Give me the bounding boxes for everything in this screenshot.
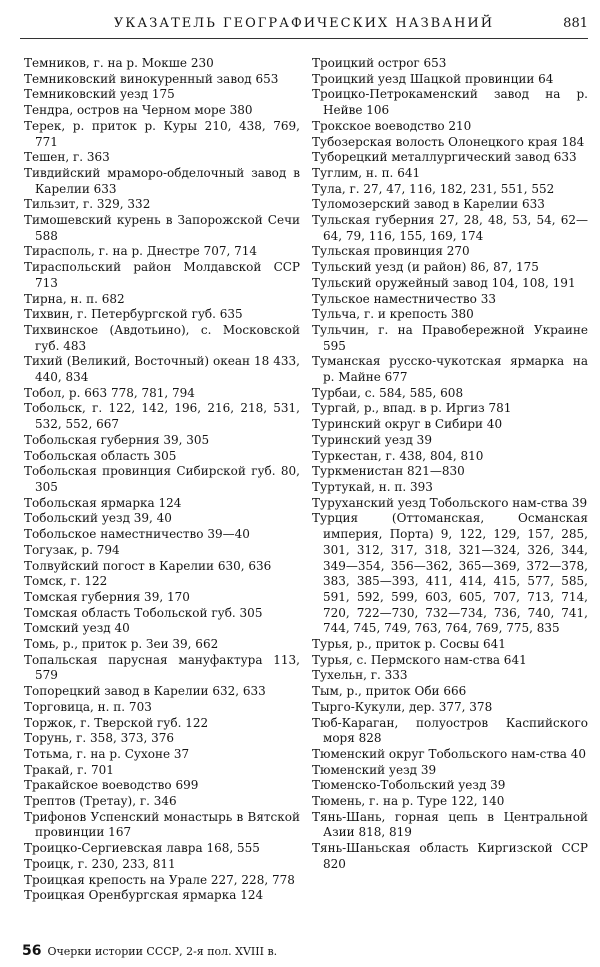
index-column-right [312, 56, 588, 873]
index-entry: Трептов (Третау), г. 346 [24, 794, 177, 809]
index-entry: Тульчин, г. на Правобережной Украине 595 [312, 322, 588, 353]
index-entry: Торжок, г. Тверской губ. 122 [24, 715, 209, 730]
index-entry: Тотьма, г. на р. Сухоне 37 [24, 746, 190, 761]
index-entry: Томская губерния 39, 170 [24, 589, 190, 604]
index-entry: Тобольское наместничество 39—40 [24, 527, 250, 542]
index-entry: Троицкая крепость на Урале 227, 228, 778 [24, 872, 295, 887]
index-entry: Туртукай, н. п. 393 [312, 479, 433, 494]
index-entry: Трифонов Успенский монастырь в Вятской провинции 167 [24, 809, 300, 840]
index-entry: Тираспольский район Молдавской ССР 713 [24, 260, 300, 290]
index-entry: Тивдийский мраморо-обделочный завод в Карелии 633 [24, 165, 300, 196]
index-entry: Темников, г. на р. Мокше 230 [24, 56, 214, 70]
index-entry: Туглим, н. п. 641 [312, 165, 421, 180]
running-title: УКАЗАТЕЛЬ ГЕОГРАФИЧЕСКИХ НАЗВАНИЙ [113, 16, 495, 31]
index-entry: Томск, г. 122 [24, 574, 108, 589]
index-column-left [24, 56, 300, 904]
index-entry: Торунь, г. 358, 373, 376 [24, 731, 175, 746]
index-entry: Тюмень, г. на р. Туре 122, 140 [312, 794, 505, 809]
index-entry: Топальская парусная мануфактура 113, 579 [24, 652, 300, 683]
index-entry: Тракайское воеводство 699 [24, 778, 199, 793]
index-entry: Турья, р., приток р. Сосвы 641 [312, 637, 506, 652]
index-entry: Туркестан, г. 438, 804, 810 [312, 448, 484, 463]
page-footer [22, 943, 277, 959]
index-entry: Троицк, г. 230, 233, 811 [24, 856, 176, 871]
index-entry: Тендра, остров на Черном море 380 [24, 103, 253, 118]
index-entry: Тракай, г. 701 [24, 762, 114, 777]
index-entry: Томская область Тобольской губ. 305 [24, 605, 263, 620]
index-entry: Тульча, г. и крепость 380 [312, 307, 474, 322]
index-entry: Тула, г. 27, 47, 116, 182, 231, 551, 552 [312, 181, 555, 196]
index-entry: Тобольская ярмарка 124 [24, 495, 182, 510]
index-entry: Топорецкий завод в Карелии 632, 633 [24, 684, 266, 699]
index-entry: Троицко-Сергиевская лавра 168, 555 [24, 841, 260, 856]
index-entry: Туринский уезд 39 [312, 432, 432, 447]
page-header [20, 14, 588, 39]
index-entry: Троицкий острог 653 [312, 56, 447, 70]
index-entry: Тюменский округ Тобольского нам-ства 40 [312, 746, 586, 761]
index-entry: Тырго-Кукули, дер. 377, 378 [312, 699, 493, 714]
index-entry: Туруханский уезд Тобольского нам-ства 39 [312, 495, 588, 510]
index-entry: Туломозерский завод в Карелии 633 [312, 197, 545, 212]
index-entry: Тихвинское (Авдотьино), с. Московской губ. 483 [24, 322, 300, 353]
index-entry: Турья, с. Пермского нам-ства 641 [312, 652, 527, 667]
index-entry: Томский уезд 40 [24, 621, 130, 636]
index-entry: Тобольская область 305 [24, 448, 177, 463]
index-entry: Тюменско-Тобольский уезд 39 [312, 778, 506, 793]
index-entry: Тирна, н. п. 682 [24, 291, 125, 306]
index-entry: Тихий (Великий, Восточный) океан 18 433, 440, 834 [24, 354, 300, 385]
index-entry: Турция (Оттоманская, Османская империя, Порта) 9, 122, 129, 157, 285, 301, 312, 317, 318, 321—324, 326, 344, 349—354, 356—362, 365—369, 372—378, 383, 385—393, 411, 414, 415, 577, 585, 591, 592, 599, 603, 605, 707, 713, 714, 720, 722—730, 732—734, 736, 740, 741, 744, 745, 749, 763, 764, 769, 775, 835 [312, 511, 588, 636]
index-entry: Тирасполь, г. на р. Днестре 707, 714 [24, 244, 258, 259]
index-entry: Тургай, р., впад. в р. Иргиз 781 [312, 401, 512, 416]
index-entry: Тимошевский курень в Запорожской Сечи 588 [24, 213, 300, 243]
index-entry: Терек, р. приток р. Куры 210, 438, 769, 771 [24, 118, 300, 149]
index-entry: Тобольский уезд 39, 40 [24, 511, 172, 526]
index-entry: Тубозерская волость Олонецкого края 184 [312, 134, 585, 149]
index-entry: Тульский уезд (и район) 86, 87, 175 [312, 260, 539, 275]
footer-text: Очерки истории СССР, 2-я пол. XVIII в. [47, 945, 278, 958]
index-entry: Туманская русско-чукотская ярмарка на р. Майне 677 [312, 354, 588, 385]
signature-mark: 56 [22, 943, 42, 959]
index-entry: Туркменистан 821—830 [312, 464, 465, 479]
index-entry: Тильзит, г. 329, 332 [24, 197, 151, 212]
page-number: 881 [563, 16, 588, 31]
index-entry: Турбаи, с. 584, 585, 608 [312, 385, 464, 400]
index-entry: Темниковский винокуренный завод 653 [24, 71, 279, 86]
index-entry: Тульская провинция 270 [312, 244, 470, 259]
index-entry: Толвуйский погост в Карелии 630, 636 [24, 558, 272, 573]
index-entry: Тянь-Шаньская область Киргизской ССР 820 [312, 841, 588, 871]
index-entry: Тульский оружейный завод 104, 108, 191 [312, 275, 576, 290]
index-entry: Тобольская провинция Сибирской губ. 80, 305 [24, 464, 300, 494]
index-entry: Троицкий уезд Шацкой провинции 64 [312, 71, 554, 86]
index-entry: Троицкая Оренбургская ярмарка 124 [24, 888, 264, 903]
index-entry: Троицко-Петрокаменский завод на р. Нейве 106 [312, 87, 588, 118]
index-entry: Трокское воеводство 210 [312, 118, 472, 133]
index-entry: Темниковский уезд 175 [24, 87, 175, 102]
index-entry: Тянь-Шань, горная цепь в Центральной Азии 818, 819 [312, 809, 588, 840]
index-entry: Томь, р., приток р. Зеи 39, 662 [24, 637, 219, 652]
index-entry: Тюб-Караган, полуостров Каспийского моря 828 [312, 715, 588, 746]
index-entry: Тюменский уезд 39 [312, 762, 437, 777]
index-entry: Туринский округ в Сибири 40 [312, 417, 503, 432]
index-entry: Тухельн, г. 333 [312, 668, 408, 683]
index-entry: Тобольск, г. 122, 142, 196, 216, 218, 531, 532, 552, 667 [24, 401, 300, 432]
index-entry: Тобол, р. 663 778, 781, 794 [24, 385, 195, 400]
index-entry: Торговица, н. п. 703 [24, 699, 152, 714]
index-entry: Тым, р., приток Оби 666 [312, 684, 467, 699]
index-entry: Тульское наместничество 33 [312, 291, 496, 306]
index-entry: Тогузак, р. 794 [24, 542, 120, 557]
index-entry: Тульская губерния 27, 28, 48, 53, 54, 62—64, 79, 116, 155, 169, 174 [312, 213, 588, 243]
index-entry: Туборецкий металлургический завод 633 [312, 150, 577, 165]
index-entry: Тобольская губерния 39, 305 [24, 432, 210, 447]
index-entry: Тихвин, г. Петербургской губ. 635 [24, 307, 243, 322]
index-entry: Тешен, г. 363 [24, 150, 110, 165]
